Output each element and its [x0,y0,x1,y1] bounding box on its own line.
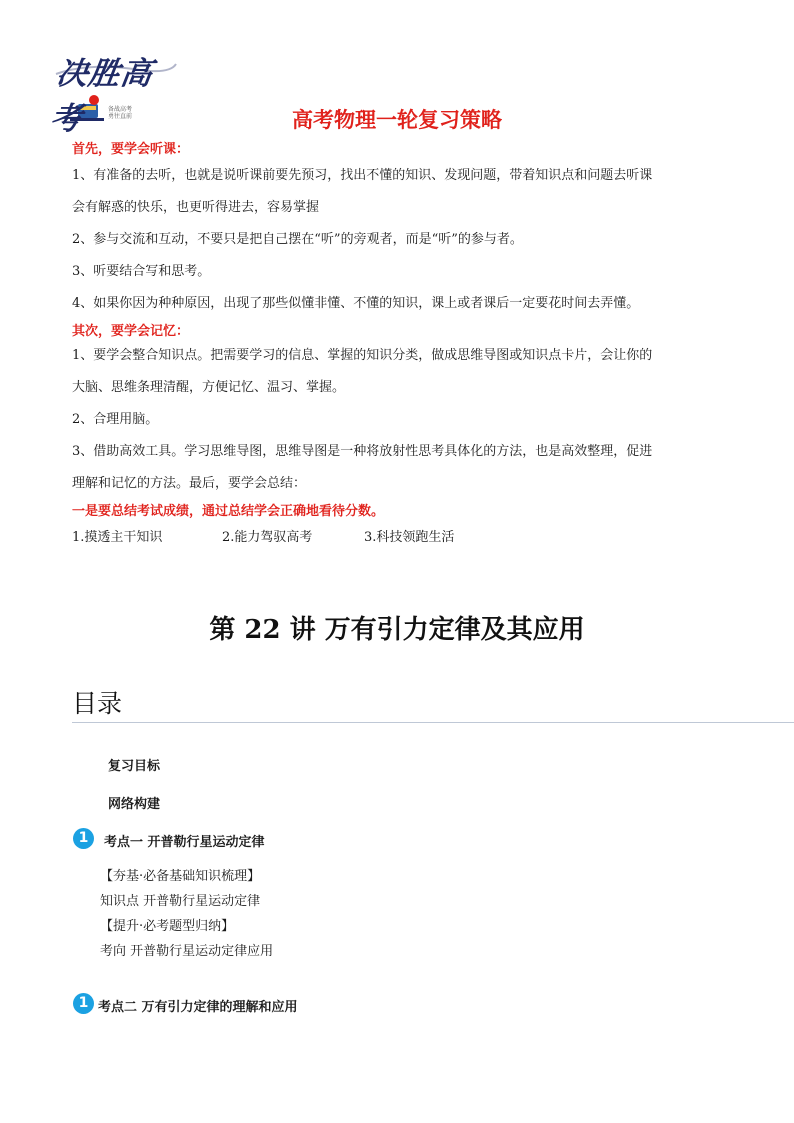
point1-badge: 1 [73,828,94,849]
section2-line: 1、要学会整合知识点。把需要学习的信息、掌握的知识分类，做成思维导图或知识点卡片，会让你的 [72,348,653,363]
page-title: 高考物理一轮复习策略 [292,108,502,132]
section1-line: 会有解惑的快乐，也更听得进去，容易掌握 [72,200,320,215]
summary-item: 1.摸透主干知识 [72,530,163,545]
point2-badge: 1 [73,993,94,1014]
toc-subitem[interactable]: 【夯基·必备基础知识梳理】 [100,869,261,884]
toc-item-network[interactable]: 网络构建 [108,797,161,812]
section2-line: 大脑、思维条理清醒，方便记忆、温习、掌握。 [72,380,346,395]
toc-subitem[interactable]: 考向 开普勒行星运动定律应用 [100,944,274,959]
section1-body [72,162,732,318]
section1-line: 1、有准备的去听，也就是说听课前要先预习，找出不懂的知识、发现问题，带着知识点和问题去听课 [72,168,653,183]
section2-body [72,342,732,498]
section1-line: 3、听要结合写和思考。 [72,264,211,279]
section2-line: 3、借助高效工具。学习思维导图，思维导图是一种将放射性思考具体化的方法，也是高效整理，促进 [72,444,653,459]
toc-item-point1[interactable]: 考点一 开普勒行星运动定律 [104,835,265,850]
section1-line: 4、如果你因为种种原因，出现了那些似懂非懂、不懂的知识，课上或者课后一定要花时间去弄懂。 [72,296,640,311]
section2-heading: 其次，要学会记忆： [72,324,190,339]
summary-item: 3.科技领跑生活 [364,530,455,545]
section1-line: 2、参与交流和互动，不要只是把自己摆在“听”的旁观者，而是“听”的参与者。 [72,232,523,247]
logo-tagline-1: 备战高考 [108,106,133,113]
toc-subitem[interactable]: 【提升·必考题型归纳】 [100,919,235,934]
toc-subitem[interactable]: 知识点 开普勒行星运动定律 [100,894,261,909]
toc-item-goal[interactable]: 复习目标 [108,759,161,774]
summary-item: 2.能力驾驭高考 [222,530,313,545]
section2-line: 2、合理用脑。 [72,412,159,427]
toc-divider [72,722,794,723]
toc-title: 目录 [72,689,123,718]
logo-tagline-2: 勇往直前 [108,113,133,120]
lecture-title: 第 22 讲 万有引力定律及其应用 [209,615,585,645]
section2-line: 理解和记忆的方法。最后，要学会总结： [72,476,307,491]
toc-item-point2[interactable]: 考点二 万有引力定律的理解和应用 [98,1000,298,1015]
logo-text: 决胜高考 [47,56,156,137]
summary-red-line: 一是要总结考试成绩，通过总结学会正确地看待分数。 [72,504,385,519]
section1-heading: 首先，要学会听课： [72,142,190,157]
